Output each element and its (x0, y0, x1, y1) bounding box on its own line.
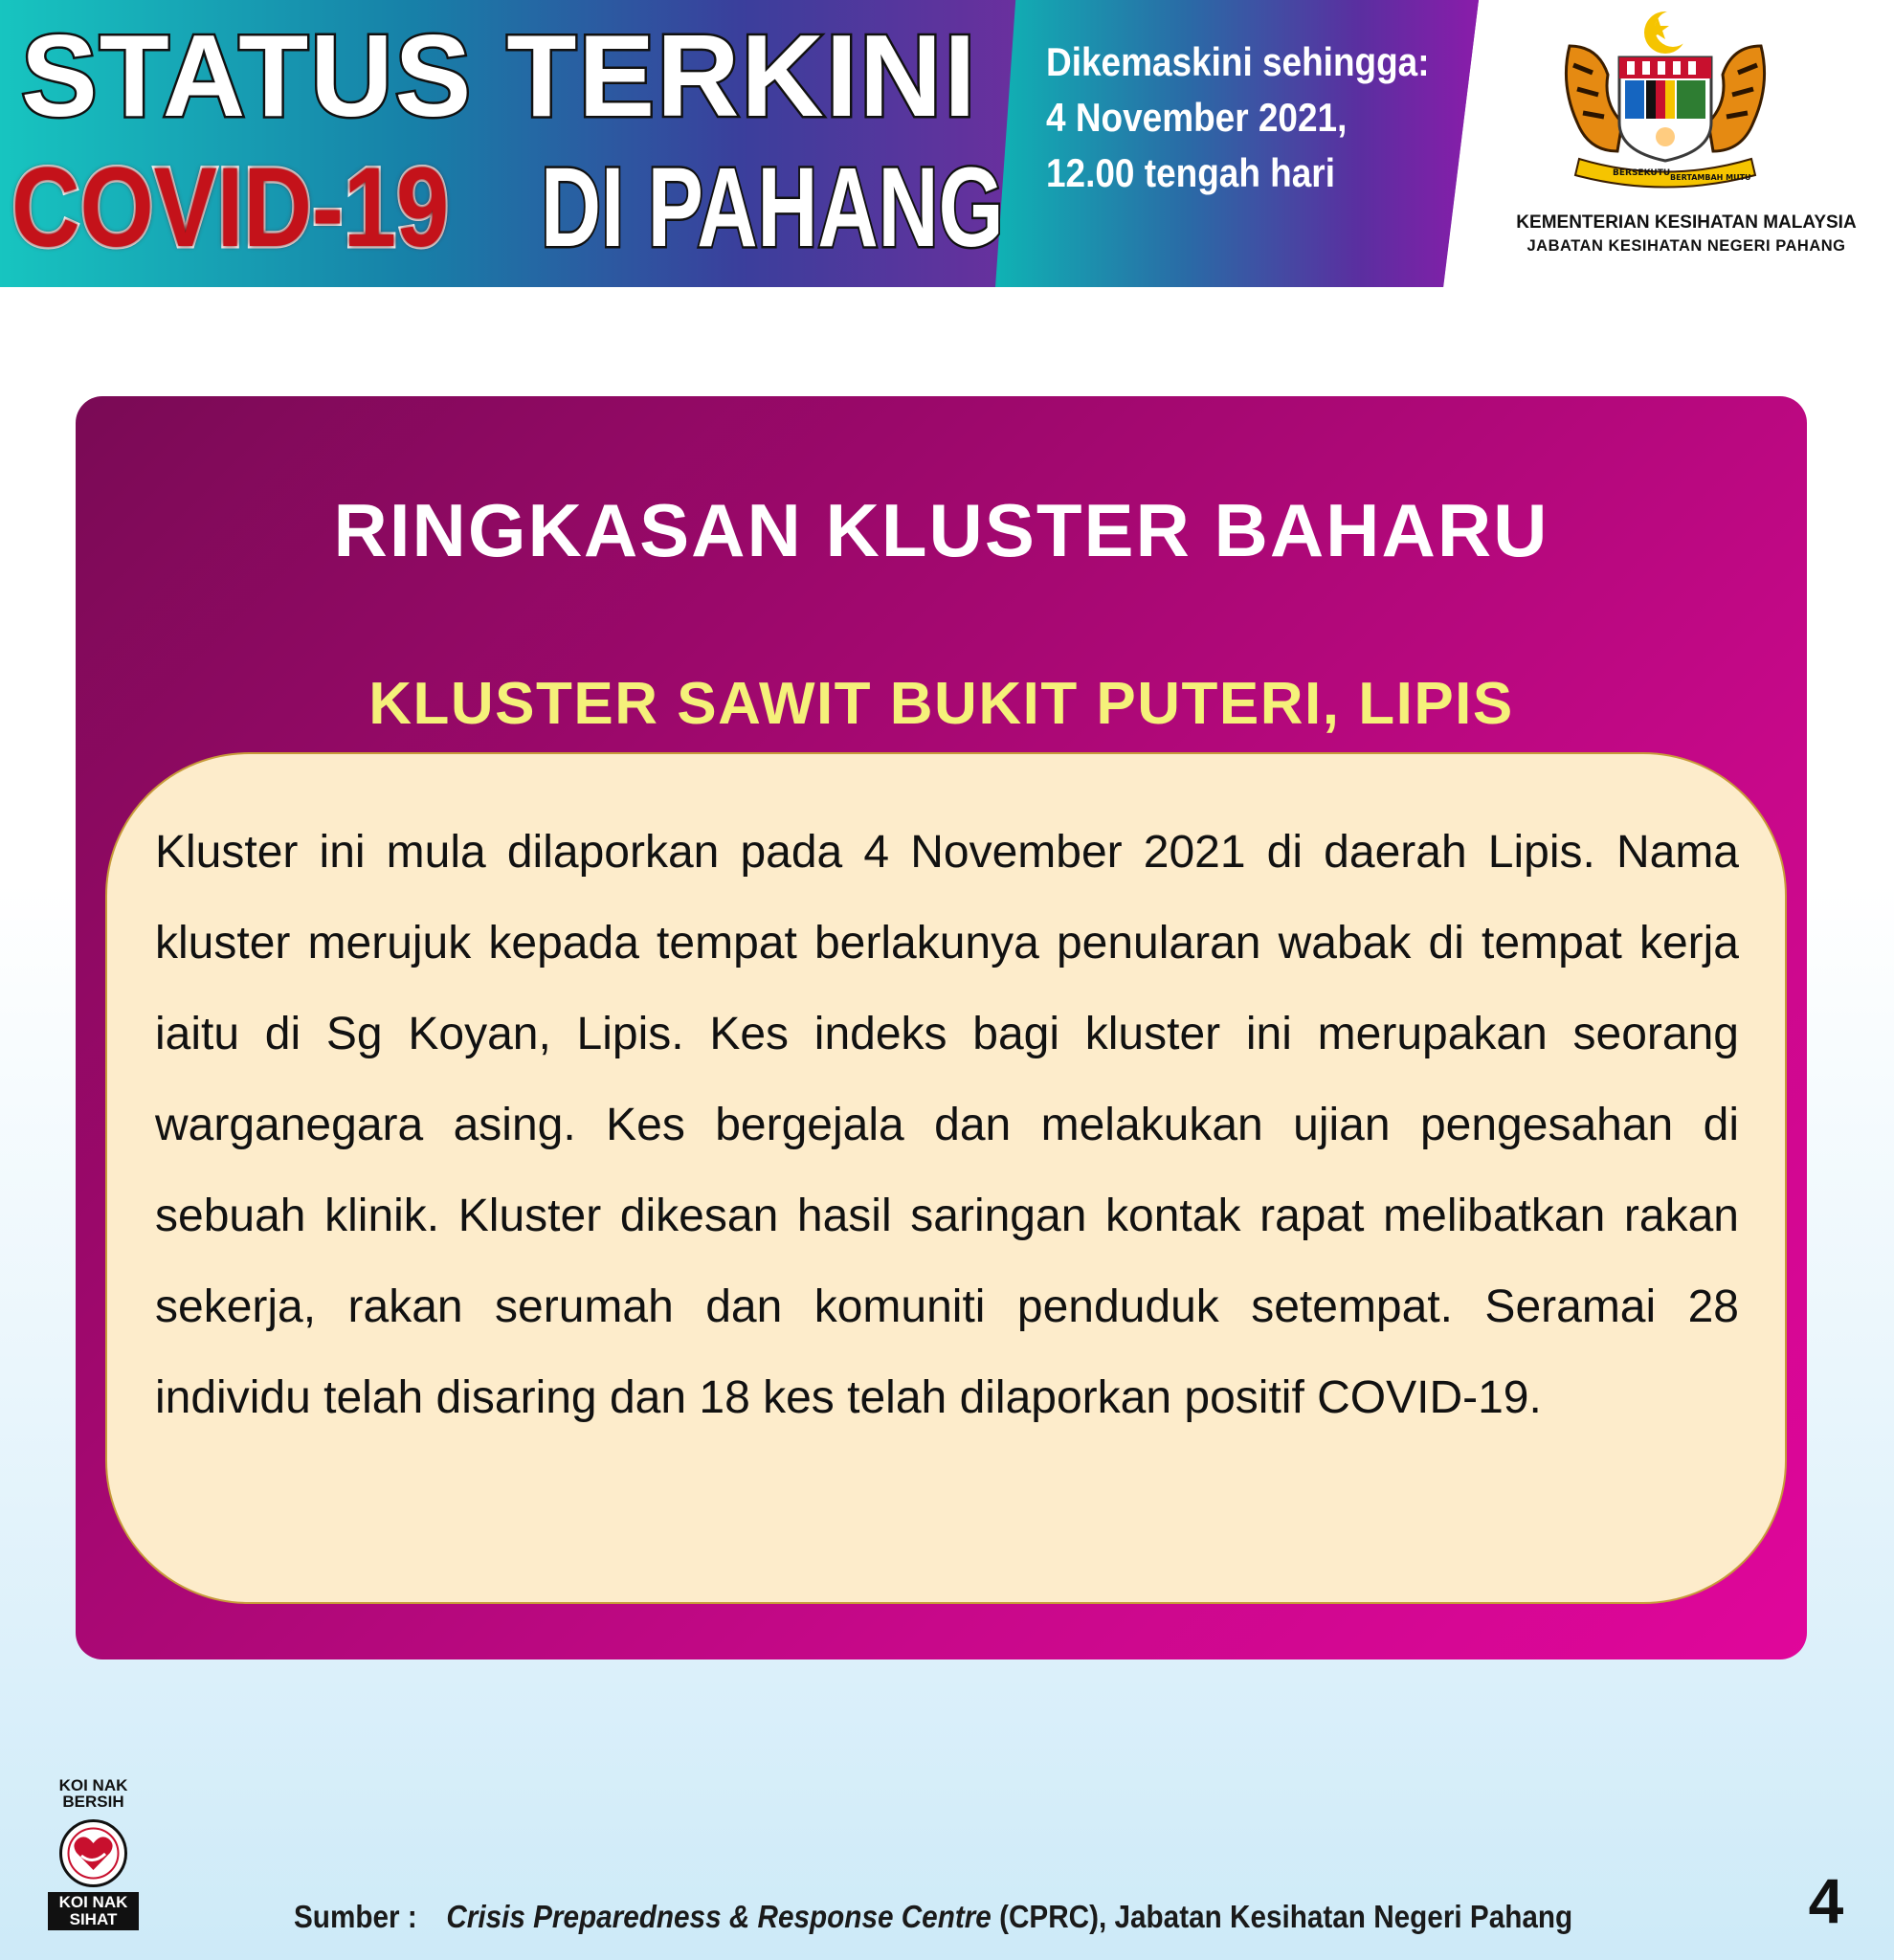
source-organisation: Crisis Preparedness & Response Centre (446, 1899, 992, 1934)
koi-bottom-block (48, 1892, 139, 1930)
cluster-summary-panel (76, 396, 1807, 1659)
koi-top-line-1: KOI NAK (58, 1776, 128, 1794)
koi-bottom-line-2: SIHAT (69, 1910, 118, 1928)
ministry-label (1479, 211, 1894, 256)
heart-emblem-icon (57, 1817, 129, 1889)
ministry-name: KEMENTERIAN KESIHATAN MALAYSIA (1516, 212, 1857, 233)
update-label: Dikemaskini sehingga: (1046, 39, 1430, 84)
koi-nak-sihat-logo (48, 1777, 139, 1930)
source-label: Sumber : (294, 1899, 417, 1934)
title-di-pahang: DI PAHANG (541, 145, 1004, 271)
department-name: JABATAN KESIHATAN NEGERI PAHANG (1526, 237, 1846, 255)
update-info (1046, 34, 1430, 201)
title-covid-19: COVID-19 (11, 145, 450, 271)
malaysia-coat-of-arms-icon (1550, 8, 1780, 191)
source-citation (294, 1895, 1573, 1939)
koi-bottom-line-1: KOI NAK (58, 1893, 128, 1911)
cluster-description: Kluster ini mula dilaporkan pada 4 November 2021 di daerah Lipis. Nama kluster merujuk kepada tempat berlakunya penularan wabak di tempat kerja iaitu di Sg Koyan, Lipis. Kes indeks bagi kluster ini merupakan seorang warganegara asing. Kes bergejala dan melakukan ujian pengesahan di sebuah klinik. Kluster dikesan hasil saringan kontak rapat melibatkan rakan sekerja, rakan serumah dan komuniti penduduk setempat. Seramai 28 individu telah disaring dan 18 kes telah dilaporkan positif COVID-19. (155, 827, 1739, 1423)
coat-ribbon-right-text: BERTAMBAH MUTU (1670, 173, 1751, 182)
update-date: 4 November 2021, (1046, 95, 1348, 140)
coat-ribbon-left-text: BERSEKUTU (1613, 168, 1671, 178)
source-department: (CPRC), Jabatan Kesihatan Negeri Pahang (991, 1899, 1573, 1934)
update-time: 12.00 tengah hari (1046, 150, 1335, 195)
koi-top-line-2: BERSIH (62, 1793, 124, 1811)
title-status-terkini: STATUS TERKINI (21, 11, 978, 141)
page-number: 4 (1808, 1865, 1844, 1936)
panel-title: RINGKASAN KLUSTER BAHARU (333, 488, 1549, 572)
cluster-description-box (105, 752, 1787, 1604)
cluster-name: KLUSTER SAWIT BUKIT PUTERI, LIPIS (368, 671, 1514, 737)
